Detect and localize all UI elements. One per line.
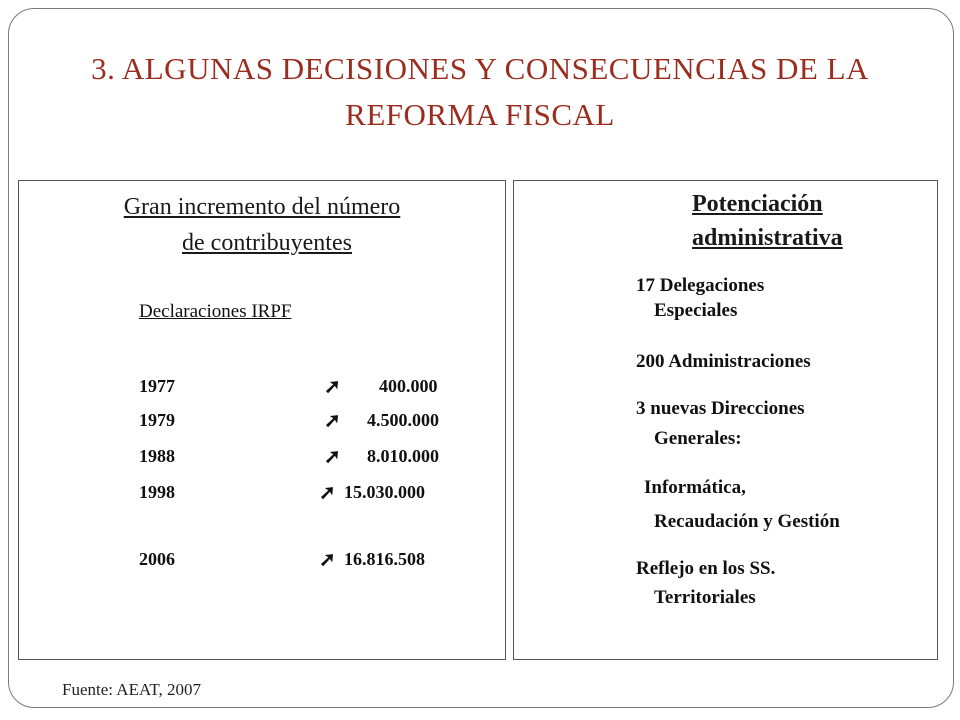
right-heading-line-1: Potenciación	[692, 191, 823, 217]
list-item	[636, 273, 936, 323]
row-value: 16.816.508	[344, 549, 425, 569]
source-note: Fuente: AEAT, 2007	[62, 680, 201, 699]
row-value: 15.030.000	[344, 482, 425, 502]
row-value: 8.010.000	[367, 446, 439, 466]
item-line-2: Especiales	[654, 300, 738, 321]
row-year: 1998	[139, 482, 175, 502]
left-heading	[19, 189, 505, 261]
list-item	[636, 349, 936, 374]
item-line-2: Territoriales	[654, 587, 756, 608]
left-heading-line-2: de contribuyentes	[182, 230, 352, 256]
row-value: 4.500.000	[367, 410, 439, 430]
title-line-1: 3. ALGUNAS DECISIONES Y CONSECUENCIAS DE LA	[91, 51, 869, 86]
slide-title	[20, 46, 940, 138]
row-year: 1977	[139, 376, 175, 396]
declaraciones-subheading: Declaraciones IRPF	[139, 301, 292, 322]
up-arrow-icon: ➚	[324, 376, 341, 398]
left-heading-line-1: Gran incremento del número	[123, 194, 401, 220]
data-row	[139, 482, 459, 506]
data-row	[139, 376, 459, 400]
left-panel	[18, 180, 506, 660]
item-line-1: 200 Administraciones	[636, 351, 811, 372]
data-row	[139, 446, 459, 470]
item-line-1: 17 Delegaciones	[636, 275, 765, 296]
up-arrow-icon: ➚	[319, 549, 336, 571]
right-heading-line-2: administrativa	[692, 225, 843, 251]
item-line-1: Reflejo en los SS.	[636, 558, 776, 579]
item-line-1: 3 nuevas Direcciones	[636, 398, 805, 419]
right-heading	[692, 187, 843, 255]
title-line-2: REFORMA FISCAL	[345, 97, 615, 132]
item-line-2: Recaudación y Gestión	[654, 511, 840, 532]
list-item	[636, 394, 936, 454]
row-year: 1979	[139, 410, 175, 430]
data-row	[139, 410, 459, 434]
item-line-1: Informática,	[644, 477, 746, 498]
data-row	[139, 549, 459, 573]
row-value: 400.000	[379, 376, 438, 396]
up-arrow-icon: ➚	[324, 446, 341, 468]
list-item	[636, 471, 936, 539]
row-year: 2006	[139, 549, 175, 569]
up-arrow-icon: ➚	[324, 410, 341, 432]
up-arrow-icon: ➚	[319, 482, 336, 504]
row-year: 1988	[139, 446, 175, 466]
item-line-2: Generales:	[654, 428, 742, 449]
right-panel	[513, 180, 938, 660]
list-item	[636, 554, 936, 612]
